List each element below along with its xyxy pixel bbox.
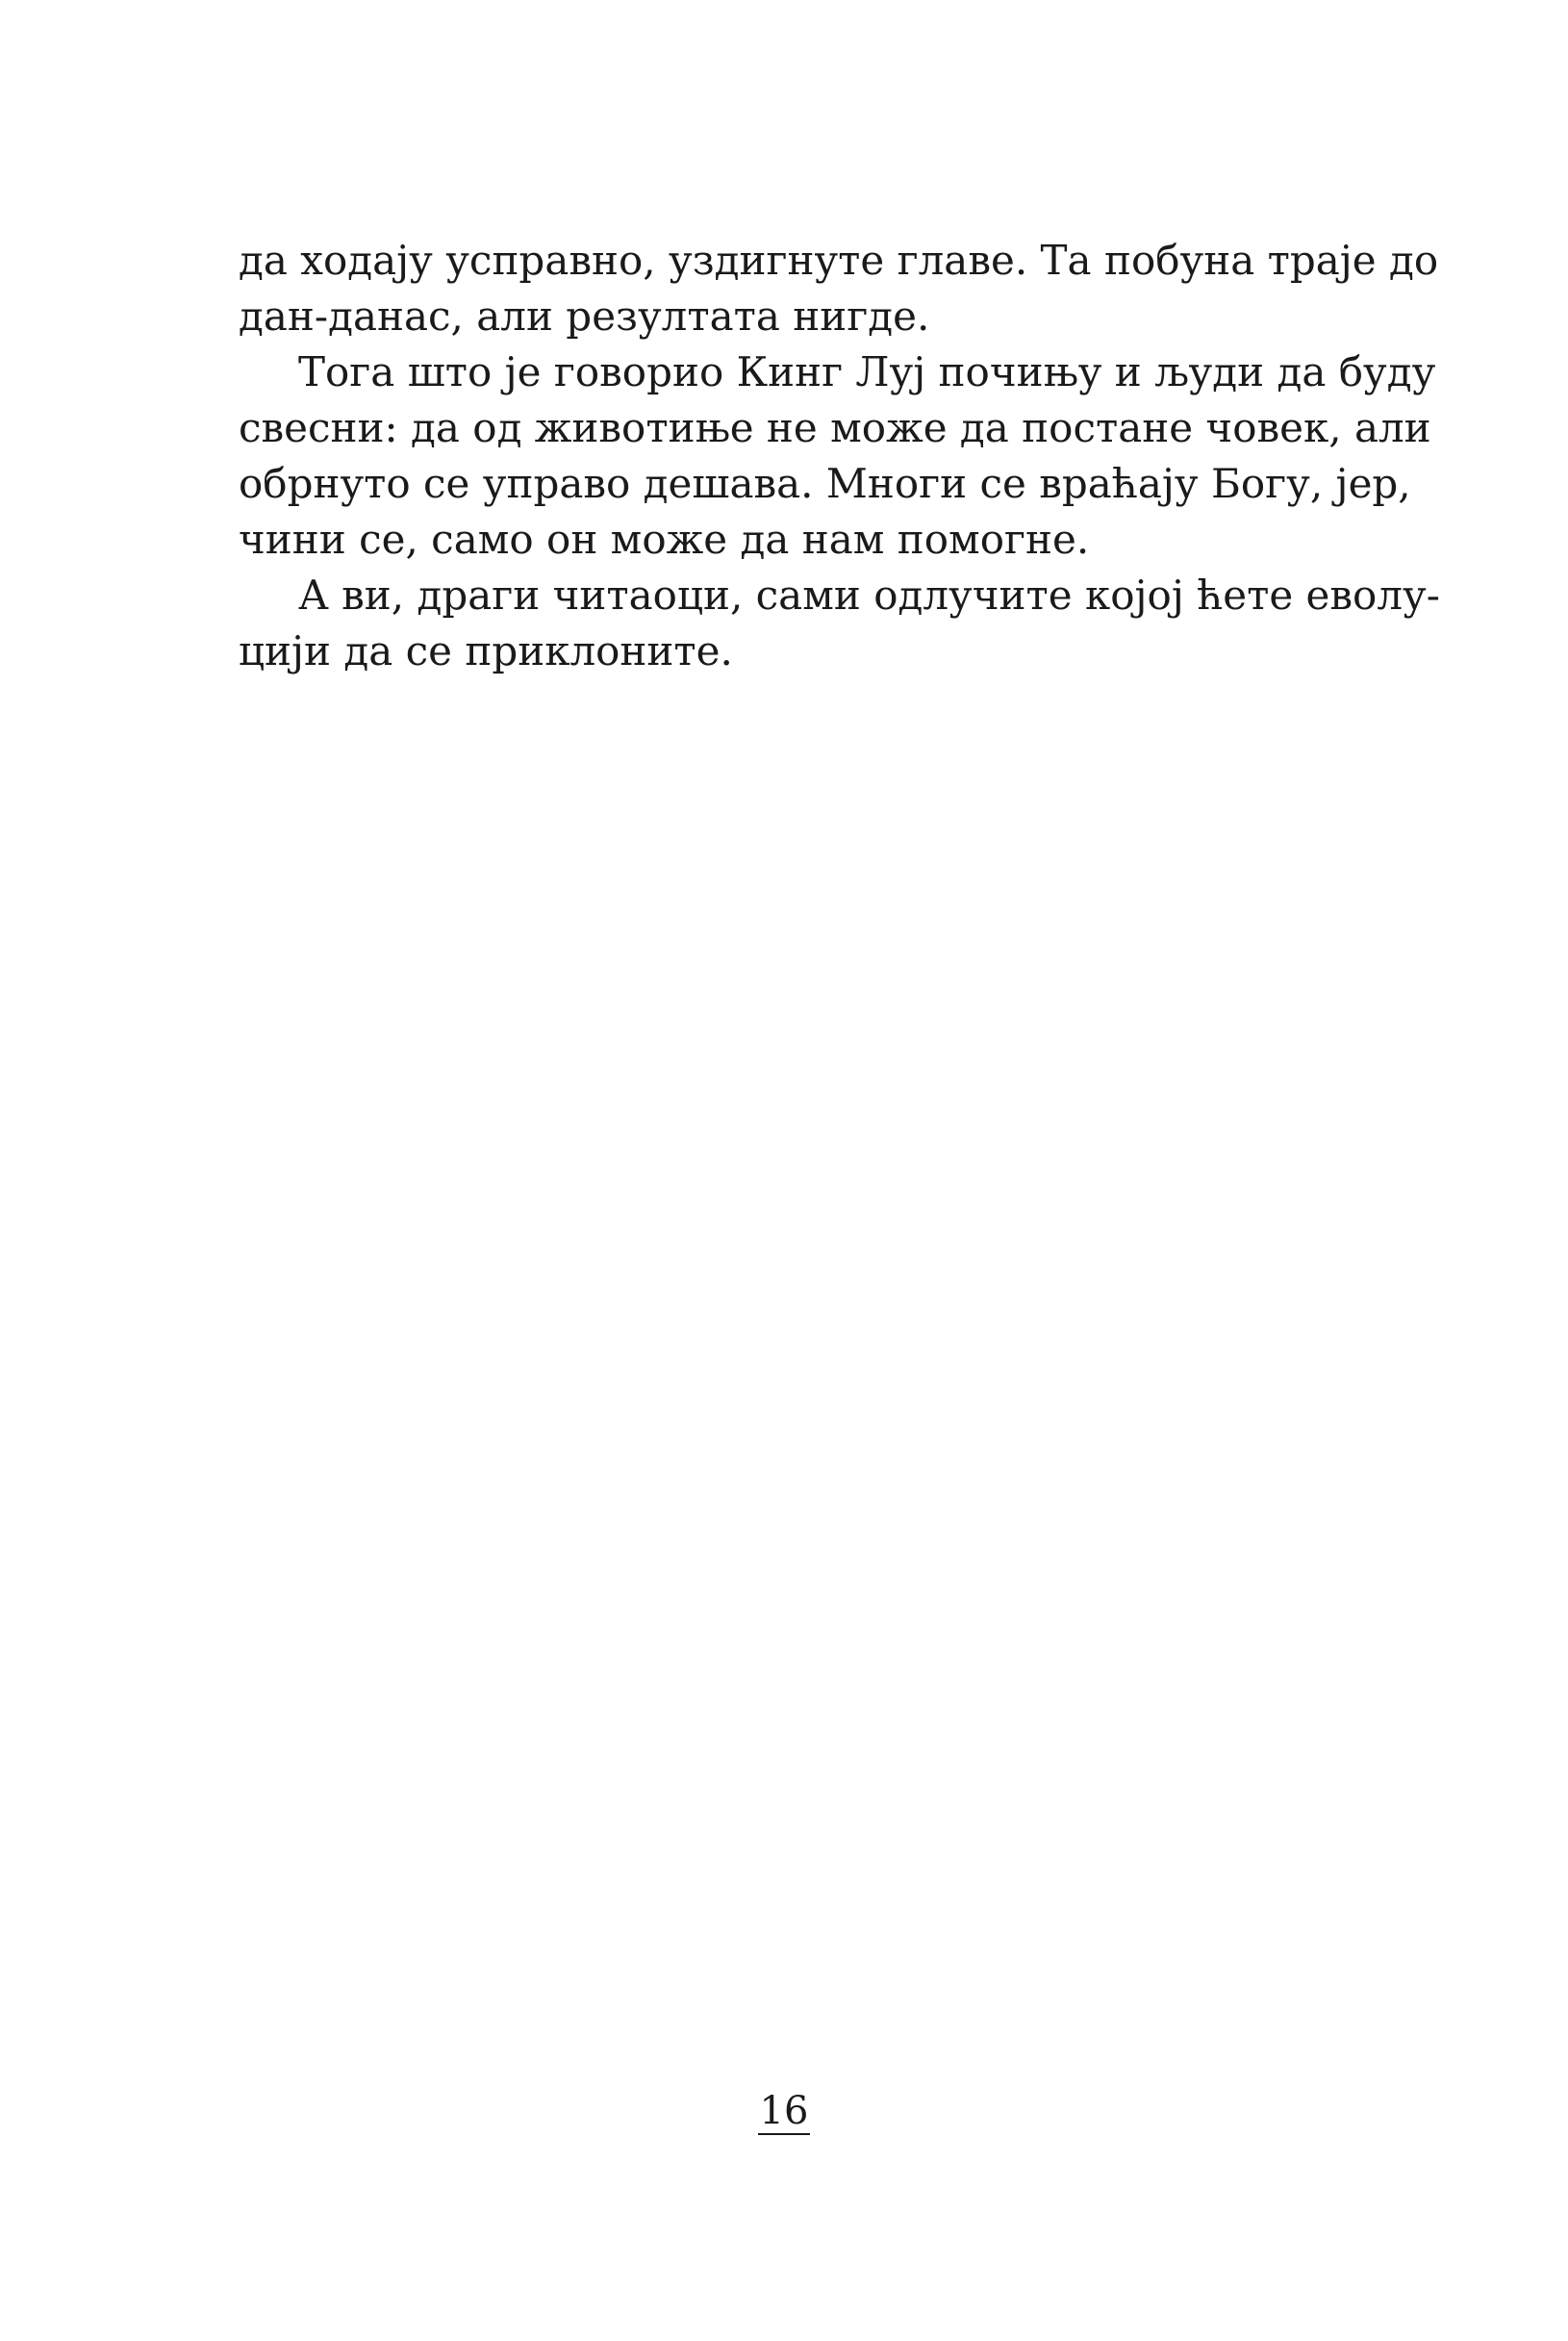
text-line: дан-данас, али резултата нигде. — [239, 293, 930, 340]
text-line: обрнуто се управо дешава. Многи се враћају Богу, јер, — [239, 460, 1411, 507]
text-line: да ходају усправно, уздигнуте главе. Та побуна траје до — [239, 237, 1439, 284]
text-line: цији да се приклоните. — [239, 627, 733, 674]
page-number-text: 16 — [759, 2089, 809, 2133]
paragraph-2 — [239, 344, 1436, 568]
page-body — [239, 233, 1440, 679]
text-line: чини се, само он може да нам помогне. — [239, 516, 1090, 563]
paragraph-3 — [239, 568, 1440, 679]
page-number — [0, 2086, 1568, 2136]
text-line: свесни: да од животиње не може да постане човек, али — [239, 404, 1431, 451]
text-line: А ви, драги читаоци, сами одлучите којој ћете еволу- — [298, 572, 1440, 619]
paragraph-1 — [239, 233, 1439, 344]
text-line: Тога што је говорио Кинг Луј почињу и људи да буду — [298, 348, 1436, 395]
